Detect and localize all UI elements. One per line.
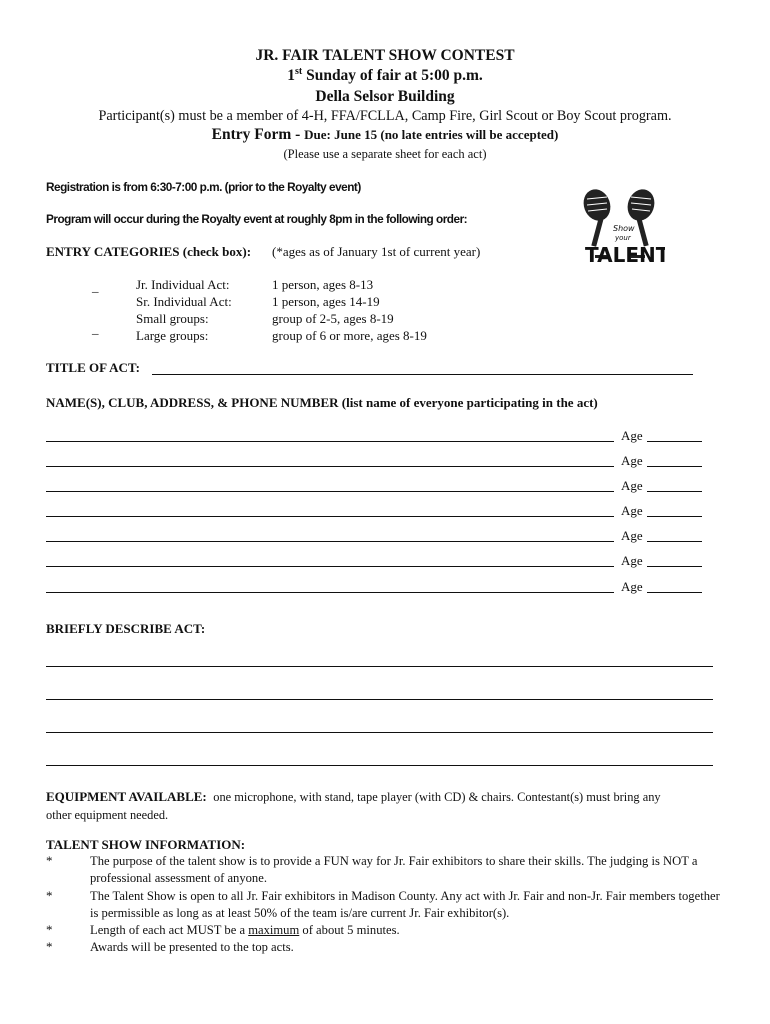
info-item-eligibility: The Talent Show is open to all Jr. Fair exhibitors in Madison County. Any act with Jr. Fair and non-Jr. Fair members together is permissible as long as at least 50% of the team is/are current Jr. Fair exhibitor(s). <box>90 889 720 920</box>
due-date: Due: June 15 (no late entries will be accepted) <box>304 127 559 142</box>
age-field[interactable] <box>647 441 702 442</box>
registration-note: Registration is from 6:30-7:00 p.m. (prior to the Royalty event) <box>46 180 361 194</box>
age-field[interactable] <box>647 592 702 593</box>
age-label: Age <box>621 503 643 518</box>
equipment-text-continued: other equipment needed. <box>46 808 169 822</box>
participant-info-field[interactable] <box>46 566 614 567</box>
category-desc-large-groups: group of 6 or more, ages 8-19 <box>272 328 427 343</box>
page-title: JR. FAIR TALENT SHOW CONTEST <box>255 47 515 64</box>
describe-act-heading: BRIEFLY DESCRIBE ACT: <box>46 621 206 636</box>
category-checkbox-jr-individual[interactable]: _ <box>92 279 99 294</box>
participant-info-field[interactable] <box>46 466 614 467</box>
title-of-act-label: TITLE OF ACT: <box>46 360 140 375</box>
category-checkbox-large-groups[interactable]: _ <box>92 321 99 336</box>
describe-act-line[interactable] <box>46 666 713 667</box>
entry-form-label: Entry Form - <box>211 126 305 143</box>
event-time <box>0 66 770 85</box>
info-item-purpose: The purpose of the talent show is to provide a FUN way for Jr. Fair exhibitors to share their skills. The judging is NOT a professional assessment of anyone. <box>90 854 698 885</box>
age-field[interactable] <box>647 566 702 567</box>
info-item-length <box>90 922 730 939</box>
event-time-suffix: st <box>294 66 303 77</box>
age-label: Age <box>621 528 643 543</box>
info-item-awards: Awards will be presented to the top acts. <box>90 940 294 954</box>
maximum-word: maximum <box>248 923 300 937</box>
bullet: * <box>46 853 53 868</box>
logo-text-your: your <box>615 234 631 242</box>
category-desc-small-groups: group of 2-5, ages 8-19 <box>272 311 394 326</box>
participant-info-field[interactable] <box>46 516 614 517</box>
describe-act-line[interactable] <box>46 765 713 766</box>
logo-text-talent: TALENT <box>585 243 665 267</box>
event-time-rest: Sunday of fair at 5:00 p.m. <box>302 67 483 85</box>
age-field[interactable] <box>647 516 702 517</box>
category-label-jr-individual: Jr. Individual Act: <box>136 277 230 292</box>
describe-act-line[interactable] <box>46 699 713 700</box>
bullet: * <box>46 922 53 937</box>
participant-info-field[interactable] <box>46 592 614 593</box>
category-label-sr-individual: Sr. Individual Act: <box>136 294 232 309</box>
age-label: Age <box>621 478 643 493</box>
equipment-text: one microphone, with stand, tape player (with CD) & chairs. Contestant(s) must bring any <box>213 790 661 804</box>
category-label-small-groups: Small groups: <box>136 311 209 326</box>
age-field[interactable] <box>647 541 702 542</box>
describe-act-line[interactable] <box>46 732 713 733</box>
category-desc-jr-individual: 1 person, ages 8-13 <box>272 277 374 292</box>
age-label: Age <box>621 553 643 568</box>
eligibility-note: Participant(s) must be a member of 4-H, FFA/FCLLA, Camp Fire, Girl Scout or Boy Scout program. <box>98 108 672 124</box>
age-field[interactable] <box>647 466 702 467</box>
participant-info-field[interactable] <box>46 441 614 442</box>
categories-age-note: (*ages as of January 1st of current year) <box>272 244 481 259</box>
length-text: Length of each act MUST be a <box>90 923 249 937</box>
bullet: * <box>46 888 53 903</box>
participant-info-field[interactable] <box>46 491 614 492</box>
separate-sheet-note: (Please use a separate sheet for each act) <box>283 147 487 161</box>
names-heading: NAME(S), CLUB, ADDRESS, & PHONE NUMBER (list name of everyone participating in the act) <box>46 395 598 410</box>
entry-form-heading <box>0 126 770 144</box>
equipment-section <box>46 788 726 824</box>
participant-info-field[interactable] <box>46 541 614 542</box>
age-label: Age <box>621 428 643 443</box>
title-of-act-field[interactable] <box>152 374 693 375</box>
category-desc-sr-individual: 1 person, ages 14-19 <box>272 294 380 309</box>
program-note: Program will occur during the Royalty event at roughly 8pm in the following order: <box>46 212 468 226</box>
bullet: * <box>46 939 53 954</box>
event-location: Della Selsor Building <box>315 88 455 105</box>
talent-show-info-heading: TALENT SHOW INFORMATION: <box>46 837 246 852</box>
age-label: Age <box>621 453 643 468</box>
show-your-talent-logo <box>575 183 665 268</box>
category-label-large-groups: Large groups: <box>136 328 209 343</box>
event-time-day: 1 <box>287 67 295 85</box>
categories-heading: ENTRY CATEGORIES (check box): <box>46 244 252 259</box>
microphone-icon <box>575 183 665 268</box>
logo-text-show: Show <box>613 224 635 233</box>
age-field[interactable] <box>647 491 702 492</box>
equipment-label: EQUIPMENT AVAILABLE: <box>46 789 207 804</box>
length-tail: of about 5 minutes. <box>299 923 400 937</box>
age-label: Age <box>621 579 643 594</box>
